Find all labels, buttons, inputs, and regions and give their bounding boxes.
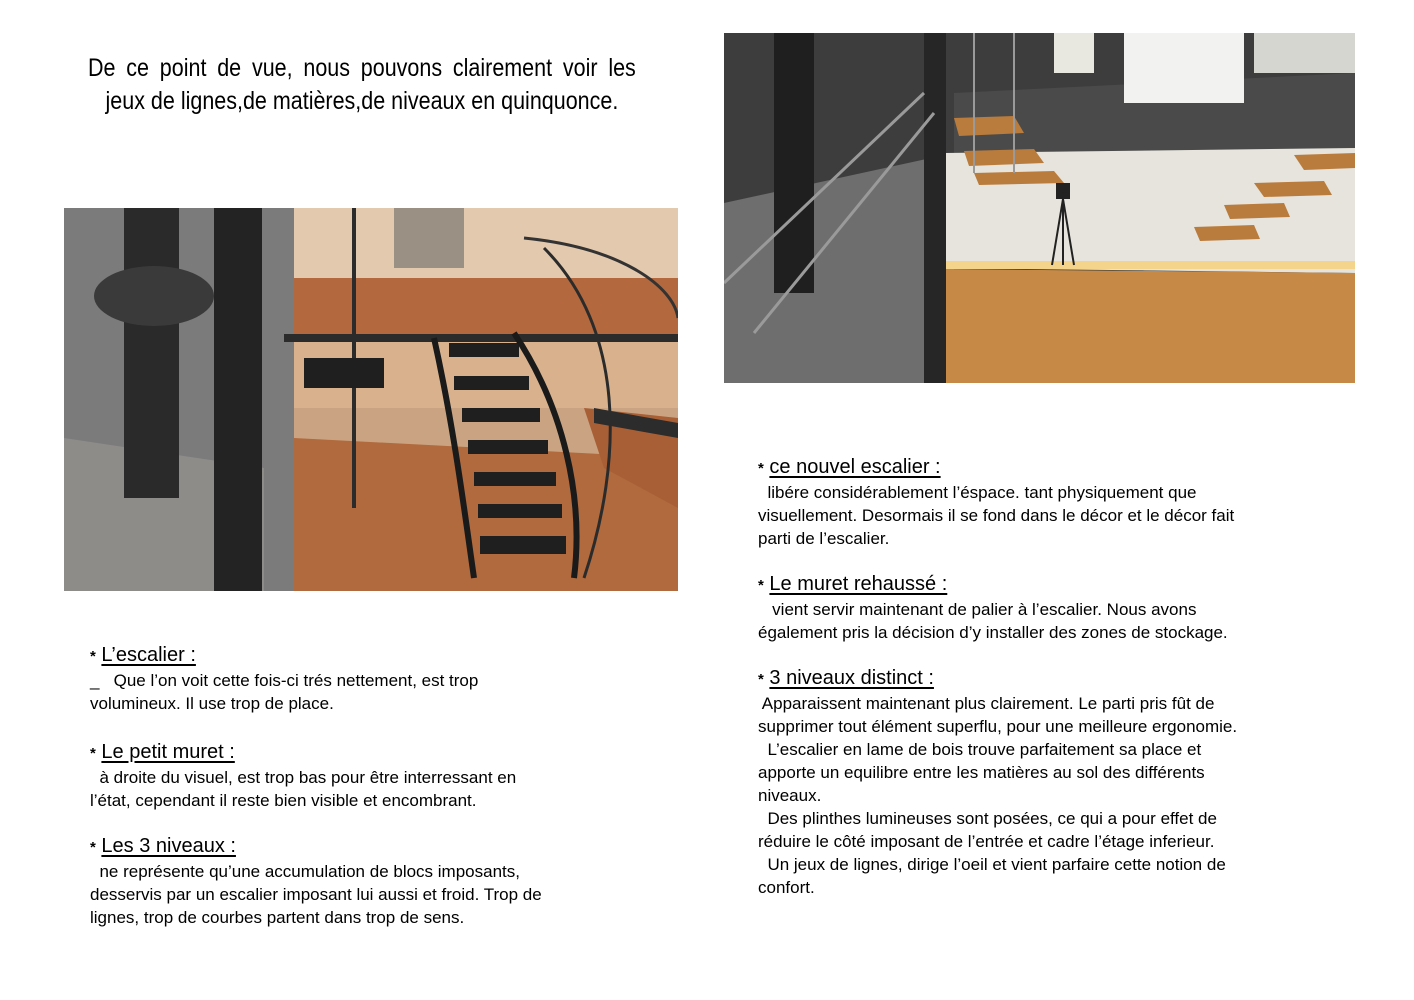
render-before bbox=[64, 208, 678, 591]
section-title: L’escalier : bbox=[101, 644, 196, 666]
section-line: à droite du visuel, est trop bas pour être interressant en bbox=[90, 768, 517, 787]
section-title: Le muret rehaussé : bbox=[769, 573, 948, 595]
left-section-levels bbox=[90, 834, 650, 929]
bullet-star: * bbox=[90, 745, 96, 762]
section-line: confort. bbox=[758, 878, 815, 897]
section-line: Apparaissent maintenant plus clairement. Le parti pris fût de bbox=[758, 694, 1215, 713]
section-line: desservis par un escalier imposant lui aussi et froid. Trop de bbox=[90, 885, 542, 904]
section-line: libére considérablement l’éspace. tant physiquement que bbox=[758, 483, 1197, 502]
render-after bbox=[724, 33, 1355, 383]
section-line: réduire le côté imposant de l’entrée et cadre l’étage inferieur. bbox=[758, 832, 1215, 851]
section-line: également pris la décision d’y installer des zones de stockage. bbox=[758, 623, 1228, 642]
section-line: L’escalier en lame de bois trouve parfaitement sa place et bbox=[758, 740, 1202, 759]
section-line: visuellement. Desormais il se fond dans le décor et le décor fait bbox=[758, 506, 1235, 525]
right-section-raised-muret bbox=[758, 572, 1358, 644]
headline: De ce point de vue, nous pouvons clairement voir les jeux de lignes,de matières,de niveaux en quinquonce. bbox=[88, 54, 636, 115]
section-line: _ Que l’on voit cette fois-ci trés nettement, est trop bbox=[90, 671, 479, 690]
left-section-muret bbox=[90, 740, 650, 812]
section-title: ce nouvel escalier : bbox=[769, 456, 941, 478]
bullet-star: * bbox=[90, 839, 96, 856]
section-line: volumineux. Il use trop de place. bbox=[90, 694, 334, 713]
bullet-star: * bbox=[758, 460, 764, 477]
right-section-new-staircase bbox=[758, 455, 1358, 550]
bullet-star: * bbox=[758, 671, 764, 688]
section-line: niveaux. bbox=[758, 786, 822, 805]
section-line: supprimer tout élément superflu, pour une meilleure ergonomie. bbox=[758, 717, 1238, 736]
section-line: parti de l’escalier. bbox=[758, 529, 890, 548]
left-section-staircase bbox=[90, 643, 650, 715]
section-line: ne représente qu’une accumulation de blocs imposants, bbox=[90, 862, 520, 881]
section-line: Un jeux de lignes, dirige l’oeil et vient parfaire cette notion de bbox=[758, 855, 1226, 874]
right-section-three-levels bbox=[758, 666, 1358, 899]
section-line: l’état, cependant il reste bien visible et encombrant. bbox=[90, 791, 477, 810]
section-line: apporte un equilibre entre les matières au sol des différents bbox=[758, 763, 1205, 782]
section-title: Les 3 niveaux : bbox=[101, 835, 236, 857]
section-title: 3 niveaux distinct : bbox=[769, 667, 934, 689]
bullet-star: * bbox=[758, 577, 764, 594]
section-line: vient servir maintenant de palier à l’escalier. Nous avons bbox=[758, 600, 1197, 619]
section-title: Le petit muret : bbox=[101, 741, 235, 763]
section-line: Des plinthes lumineuses sont posées, ce qui a pour effet de bbox=[758, 809, 1217, 828]
section-line: lignes, trop de courbes partent dans trop de sens. bbox=[90, 908, 465, 927]
bullet-star: * bbox=[90, 648, 96, 665]
